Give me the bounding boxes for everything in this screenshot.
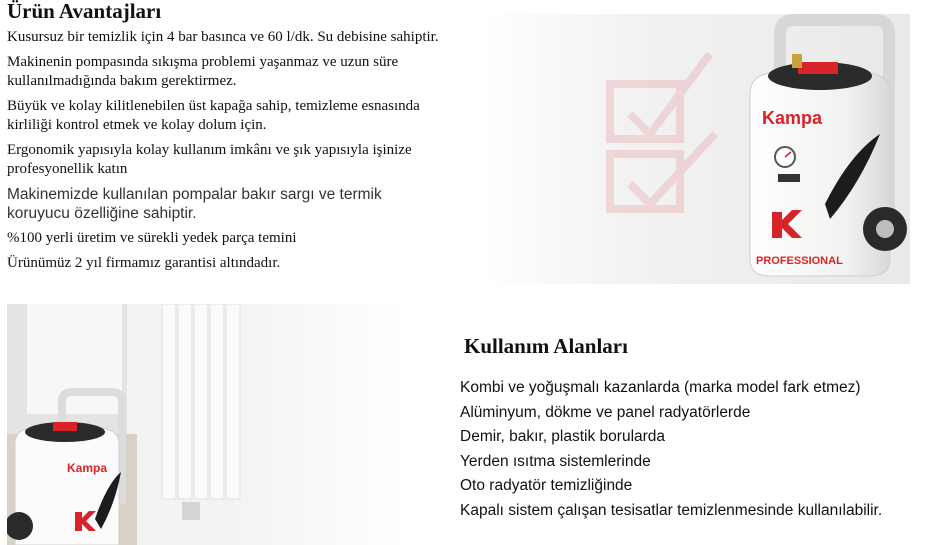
advantage-item: Kusursuz bir temizlik için 4 bar basınca ve 60 l/dk. Su debisine sahiptir.	[7, 29, 439, 45]
advantage-item: Makinenin pompasında sıkışma problemi yaşanmaz ve uzun süre kullanılmadığında bakım gerektirmez.	[7, 54, 399, 89]
usage-item: Demir, bakır, plastik borularda	[460, 428, 666, 445]
product-hero-image	[480, 14, 910, 284]
advantage-item: Ürünümüz 2 yıl firmamız garantisi altındadır.	[7, 255, 281, 271]
radiator-room-photo	[7, 304, 407, 545]
usage-item: Kombi ve yoğuşmalı kazanlarda (marka model fark etmez)	[460, 379, 861, 396]
advantage-item: %100 yerli üretim ve sürekli yedek parça temini	[7, 230, 297, 246]
usage-section	[407, 304, 907, 545]
usage-photo	[7, 304, 407, 545]
advantage-item: Ergonomik yapısıyla kolay kullanım imkânı ve şık yapısıyla işinize profesyonellik katın	[7, 142, 412, 177]
advantages-title: Ürün Avantajları	[7, 0, 162, 23]
svg-text:Kampa: Kampa	[762, 108, 823, 128]
advantage-item: Büyük ve kolay kilitlenebilen üst kapağa sahip, temizleme esnasında kirliliği kontrol etmek ve kolay dolum için.	[7, 98, 420, 133]
usage-item: Kapalı sistem çalışan tesisatlar temizlenmesinde kullanılabilir.	[460, 501, 883, 519]
usage-list	[460, 378, 890, 525]
svg-text:PROFESSIONAL: PROFESSIONAL	[756, 255, 843, 267]
usage-title: Kullanım Alanları	[464, 334, 628, 358]
usage-item: Yerden ısıtma sistemlerinde	[460, 452, 651, 470]
advantage-item: Makinemizde kullanılan pompalar bakır sargı ve termik koruyucu özelliğine sahiptir.	[7, 186, 382, 222]
advantages-section	[7, 0, 447, 279]
cleaning-machine-illustration	[480, 14, 910, 284]
usage-item: Alüminyum, dökme ve panel radyatörlerde	[460, 403, 751, 421]
usage-item: Oto radyatör temizliğinde	[460, 477, 633, 494]
